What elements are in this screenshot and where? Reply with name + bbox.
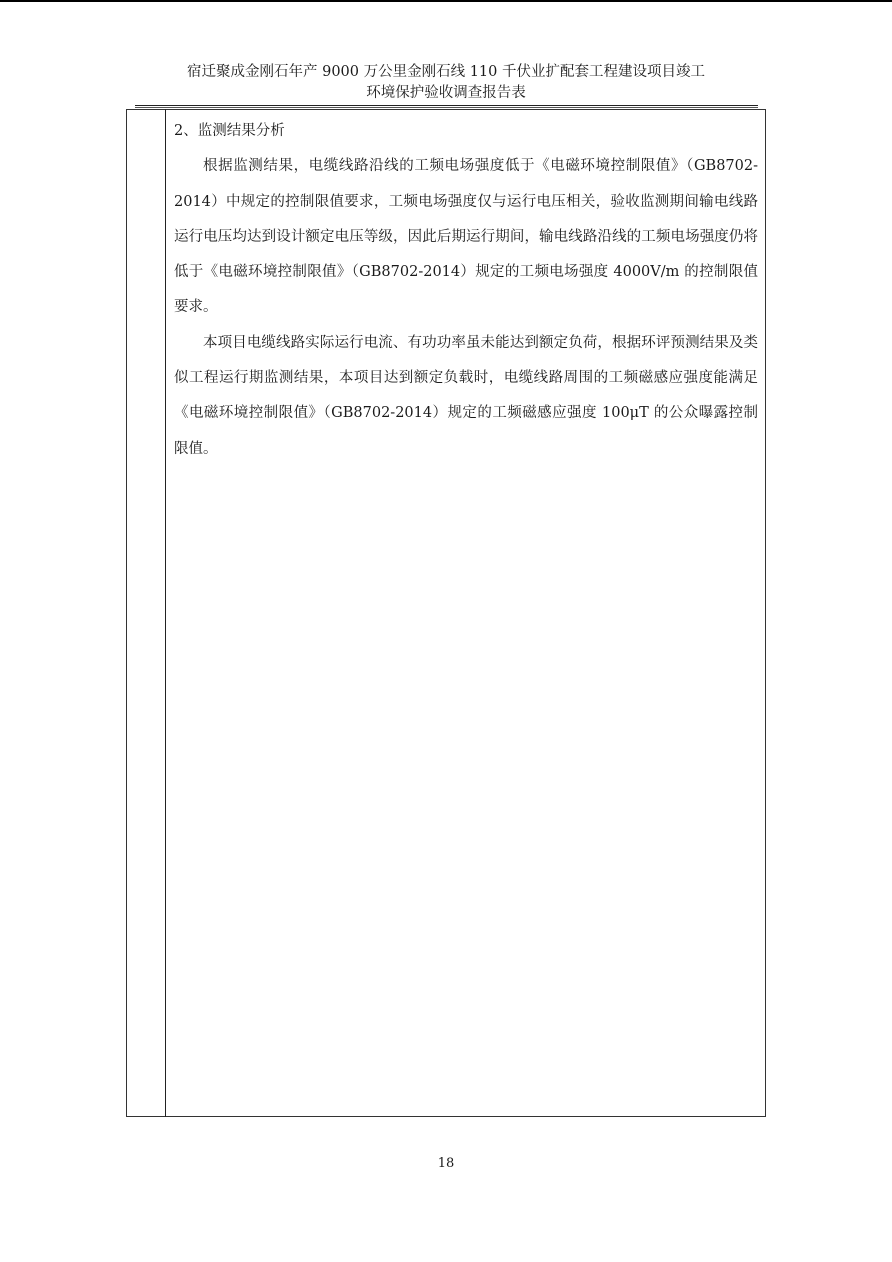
header-title-line-2: 环境保护验收调查报告表: [366, 85, 526, 101]
table-column-divider: [165, 109, 166, 1117]
document-header: [0, 62, 892, 104]
section-title: 2、监测结果分析: [174, 123, 285, 139]
page-number: 18: [437, 1156, 455, 1171]
header-divider: [135, 105, 758, 108]
header-title-line-1: 宿迁聚成金刚石年产 9000 万公里金刚石线 110 千伏业扩配套工程建设项目竣工: [186, 64, 705, 80]
paragraph-magnetic-field: 本项目电缆线路实际运行电流、有功功率虽未能达到额定负荷，根据环评预测结果及类似工程运行期监测结果，本项目达到额定负载时，电缆线路周围的工频磁感应强度能满足《电磁环境控制限值》（GB8702-2014）规定的工频磁感应强度 100μT 的公众曝露控制限值。: [174, 334, 758, 457]
top-border-line: [0, 0, 892, 2]
table-content-cell: [174, 114, 758, 467]
paragraph-electric-field: 根据监测结果，电缆线路沿线的工频电场强度低于《电磁环境控制限值》（GB8702-2014）中规定的控制限值要求，工频电场强度仅与运行电压相关，验收监测期间输电线路运行电压均达到设计额定电压等级，因此后期运行期间，输电线路沿线的工频电场强度仍将低于《电磁环境控制限值》（GB8702-2014）规定的工频电场强度 4000V/m 的控制限值要求。: [174, 158, 758, 316]
